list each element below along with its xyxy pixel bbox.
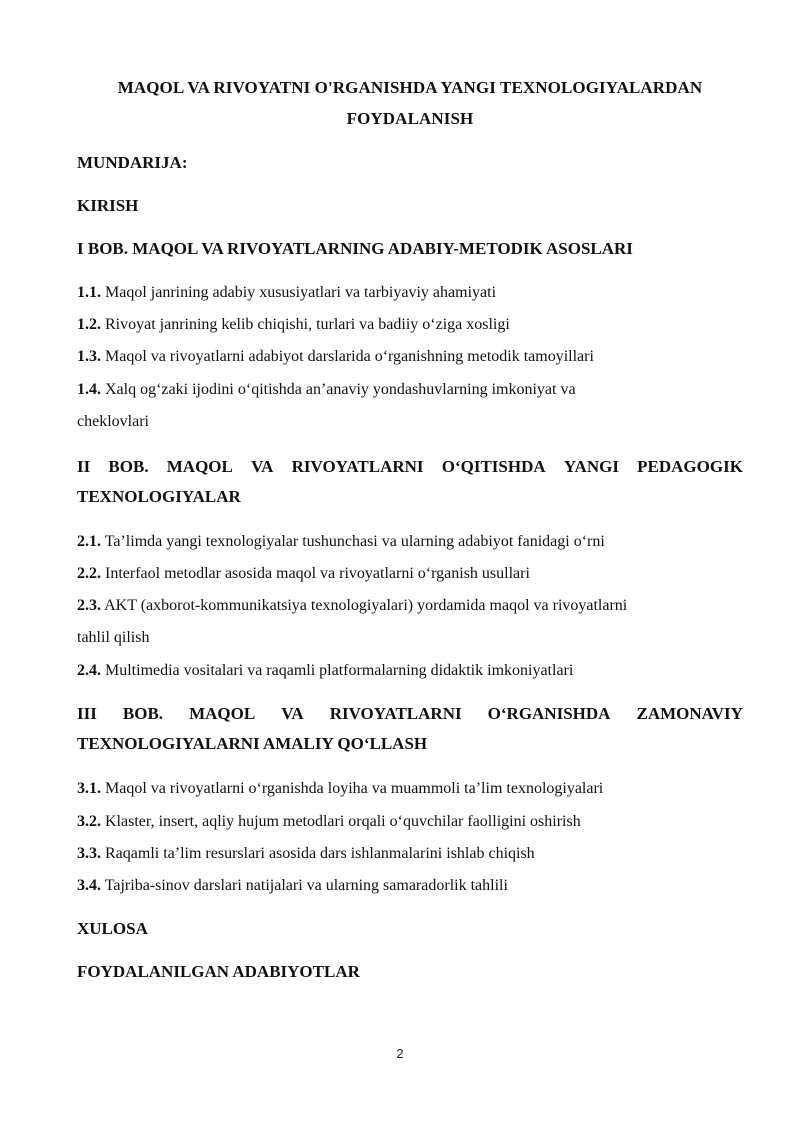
heading-word: O‘QITISHDA [441, 457, 546, 476]
toc-item-1-2 [77, 309, 743, 341]
heading-word: III [77, 704, 97, 723]
heading-word: RIVOYATLARNI [329, 704, 462, 723]
chapter-2-heading [77, 452, 743, 512]
toc-item-2-4 [77, 655, 743, 687]
toc-item-text: Ta’limda yangi texnologiyalar tushunchasi va ularning adabiyot fanidagi o‘rni [104, 533, 605, 550]
toc-item-number: 3.2. [77, 813, 101, 830]
toc-item-2-2 [77, 558, 743, 590]
toc-item-2-1 [77, 526, 743, 558]
toc-item-text-continuation: cheklovlari [77, 413, 149, 430]
toc-item-1-3 [77, 341, 743, 373]
toc-item-text: Klaster, insert, aqliy hujum metodlari orqali o‘quvchilar faolligini oshirish [105, 813, 581, 830]
heading-word: MAQOL [166, 457, 233, 476]
toc-item-3-4 [77, 870, 743, 902]
heading-word: PEDAGOGIK [637, 457, 743, 476]
toc-item-number: 1.2. [77, 316, 101, 333]
chapter-1-heading: I BOB. MAQOL VA RIVOYATLARNING ADABIY-METODIK ASOSLARI [77, 239, 633, 258]
toc-item-2-3 [77, 590, 743, 654]
toc-item-1-1 [77, 277, 743, 309]
heading-word: II [77, 457, 91, 476]
heading-word: BOB. [122, 704, 164, 723]
title-line-2: FOYDALANISH [346, 109, 474, 128]
toc-item-number: 2.2. [77, 565, 101, 582]
toc-item-number: 2.4. [77, 662, 101, 679]
heading-word: MAQOL [189, 704, 256, 723]
toc-item-3-3 [77, 838, 743, 870]
toc-item-text: Multimedia vositalari va raqamli platformalarning didaktik imkoniyatlari [105, 662, 574, 679]
toc-item-number: 1.1. [77, 284, 101, 301]
toc-item-number: 1.4. [77, 381, 101, 398]
heading-word: VA [251, 457, 274, 476]
toc-item-number: 3.1. [77, 780, 101, 797]
contents-label: MUNDARIJA: [77, 153, 188, 172]
heading-word: RIVOYATLARNI [291, 457, 424, 476]
page-number: 2 [396, 1046, 404, 1061]
toc-item-text: Tajriba-sinov darslari natijalari va ularning samaradorlik tahlili [104, 877, 508, 894]
chapter-3-heading [77, 699, 743, 759]
toc-item-text: Xalq og‘zaki ijodini o‘qitishda an’anaviy yondashuvlarning imkoniyat va [105, 381, 576, 398]
chapter-2-heading-line-1 [77, 452, 743, 482]
title-line-1: MAQOL VA RIVOYATNI O'RGANISHDA YANGI TEXNOLOGIYALARDAN [117, 78, 703, 97]
toc-item-number: 1.3. [77, 348, 101, 365]
section-references: FOYDALANILGAN ADABIYOTLAR [77, 962, 360, 981]
heading-word: YANGI [563, 457, 619, 476]
toc-item-text: Maqol janrining adabiy xususiyatlari va tarbiyaviy ahamiyati [105, 284, 497, 301]
section-conclusion: XULOSA [77, 919, 148, 938]
chapter-3-heading-line-1 [77, 699, 743, 729]
chapter-3-heading-line-2: TEXNOLOGIYALARNI AMALIY QO‘LLASH [77, 734, 428, 753]
toc-item-number: 2.3. [77, 597, 101, 614]
toc-item-text-continuation: tahlil qilish [77, 629, 150, 646]
heading-word: BOB. [108, 457, 149, 476]
section-intro: KIRISH [77, 196, 139, 215]
toc-item-number: 2.1. [77, 533, 101, 550]
heading-word: ZAMONAVIY [636, 704, 743, 723]
toc-item-3-1 [77, 773, 743, 805]
document-title [77, 72, 743, 134]
toc-item-text: Maqol va rivoyatlarni adabiyot darslarida o‘rganishning metodik tamoyillari [105, 348, 594, 365]
toc-item-text: Raqamli ta’lim resurslari asosida dars ishlanmalarini ishlab chiqish [105, 845, 535, 862]
toc-item-3-2 [77, 806, 743, 838]
toc-item-number: 3.3. [77, 845, 101, 862]
chapter-2-heading-line-2: TEXNOLOGIYALAR [77, 487, 241, 506]
toc-item-text: Maqol va rivoyatlarni o‘rganishda loyiha va muammoli ta’lim texnologiyalari [105, 780, 604, 797]
heading-word: O‘RGANISHDA [487, 704, 611, 723]
toc-item-text: Rivoyat janrining kelib chiqishi, turlari va badiiy o‘ziga xosligi [105, 316, 510, 333]
toc-item-number: 3.4. [77, 877, 101, 894]
toc-item-text: Interfaol metodlar asosida maqol va rivoyatlarni o‘rganish usullari [105, 565, 530, 582]
toc-item-text: AKT (axborot-kommunikatsiya texnologiyalari) yordamida maqol va rivoyatlarni [104, 597, 628, 614]
toc-item-1-4 [77, 374, 743, 438]
heading-word: VA [281, 704, 304, 723]
